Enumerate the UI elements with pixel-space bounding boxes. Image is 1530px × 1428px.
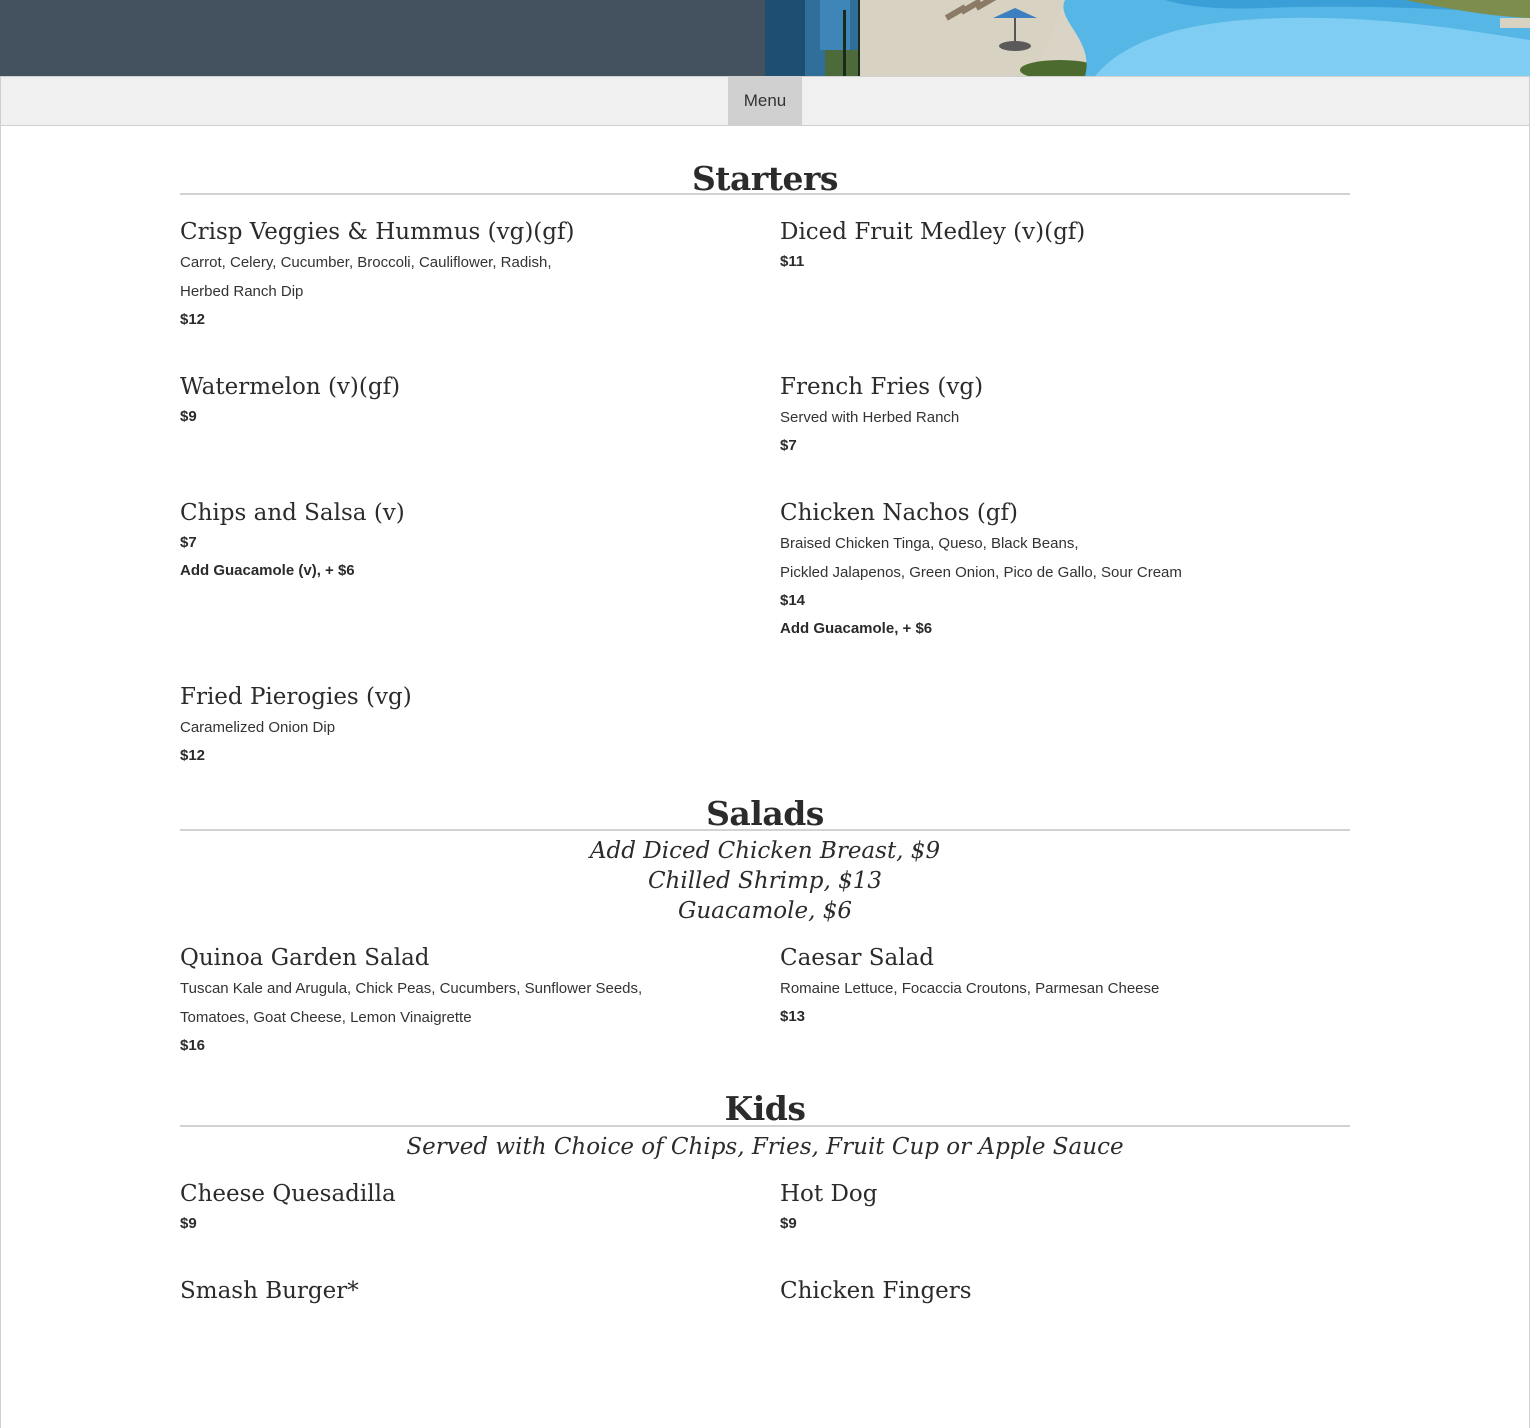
section-title-starters: Starters (691, 159, 839, 198)
item-description: Braised Chicken Tinga, Queso, Black Beans, (780, 535, 1079, 552)
section-note-line: Guacamole, $6 (677, 898, 852, 924)
item-name: Caesar Salad (780, 945, 935, 971)
item-name: Watermelon (v)(gf) (180, 374, 401, 400)
item-price: $12 (180, 311, 206, 328)
menu-item (780, 1179, 1350, 1276)
item-description: Served with Herbed Ranch (780, 409, 960, 426)
item-name: Chips and Salsa (v) (180, 500, 405, 526)
item-name: French Fries (vg) (780, 374, 984, 400)
item-price: $9 (180, 1215, 197, 1232)
menu-item (180, 1276, 780, 1316)
section-note-line: Served with Choice of Chips, Fries, Fruit Cup or Apple Sauce (406, 1134, 1124, 1160)
item-description: Romaine Lettuce, Focaccia Croutons, Parmesan Cheese (780, 980, 1160, 997)
item-price: $14 (780, 592, 806, 609)
item-description: Carrot, Celery, Cucumber, Broccoli, Cauliflower, Radish, (180, 254, 552, 271)
section-note-line: Chilled Shrimp, $13 (647, 868, 883, 894)
menu-item (180, 682, 780, 767)
salads-grid (180, 943, 1350, 1061)
menu-item (780, 217, 1350, 372)
item-price: $7 (180, 534, 197, 551)
kids-grid (180, 1179, 1350, 1316)
item-description: Tuscan Kale and Arugula, Chick Peas, Cucumbers, Sunflower Seeds, (180, 980, 643, 997)
item-price: $7 (780, 437, 797, 454)
item-name: Crisp Veggies & Hummus (vg)(gf) (180, 219, 575, 245)
menu-item (180, 372, 780, 498)
section-title-kids: Kids (724, 1089, 806, 1128)
item-description: Tomatoes, Goat Cheese, Lemon Vinaigrette (180, 1009, 472, 1026)
menu-item (780, 498, 1350, 682)
item-price: $13 (780, 1008, 806, 1025)
menu-item (780, 372, 1350, 498)
menu-item (780, 943, 1350, 1061)
menu-item (180, 498, 780, 682)
item-description: Caramelized Onion Dip (180, 719, 336, 736)
menu-content (180, 126, 1350, 1316)
item-price: $12 (180, 747, 206, 764)
menu-item (180, 943, 780, 1061)
item-price: $11 (780, 253, 805, 270)
item-description: Pickled Jalapenos, Green Onion, Pico de Gallo, Sour Cream (780, 564, 1182, 581)
section-note-line: Add Diced Chicken Breast, $9 (589, 838, 941, 864)
item-addon: Add Guacamole, + $6 (780, 620, 933, 637)
kids-note (180, 1127, 1350, 1179)
salads-note (180, 831, 1350, 943)
item-name: Quinoa Garden Salad (180, 945, 430, 971)
item-name: Chicken Nachos (gf) (780, 500, 1018, 526)
section-title-salads: Salads (706, 794, 824, 833)
item-price: $9 (180, 408, 197, 425)
item-name: Diced Fruit Medley (v)(gf) (780, 219, 1086, 245)
starters-grid (180, 195, 1350, 767)
item-name: Fried Pierogies (vg) (180, 684, 412, 710)
item-name: Chicken Fingers (780, 1278, 972, 1304)
item-price: $9 (780, 1215, 797, 1232)
item-description: Herbed Ranch Dip (180, 283, 304, 300)
menu-item (180, 217, 780, 372)
menu-item-empty (780, 682, 1350, 767)
item-name: Smash Burger* (180, 1278, 359, 1304)
header-banner (0, 0, 1530, 76)
pool-hero-image (765, 0, 1530, 76)
item-name: Hot Dog (780, 1181, 878, 1207)
item-price: $16 (180, 1037, 206, 1054)
menu-item (780, 1276, 1350, 1316)
item-name: Cheese Quesadilla (180, 1181, 396, 1207)
menu-button[interactable]: Menu (728, 77, 802, 125)
item-addon: Add Guacamole (v), + $6 (180, 562, 355, 579)
navbar (0, 76, 1530, 126)
menu-item (180, 1179, 780, 1276)
